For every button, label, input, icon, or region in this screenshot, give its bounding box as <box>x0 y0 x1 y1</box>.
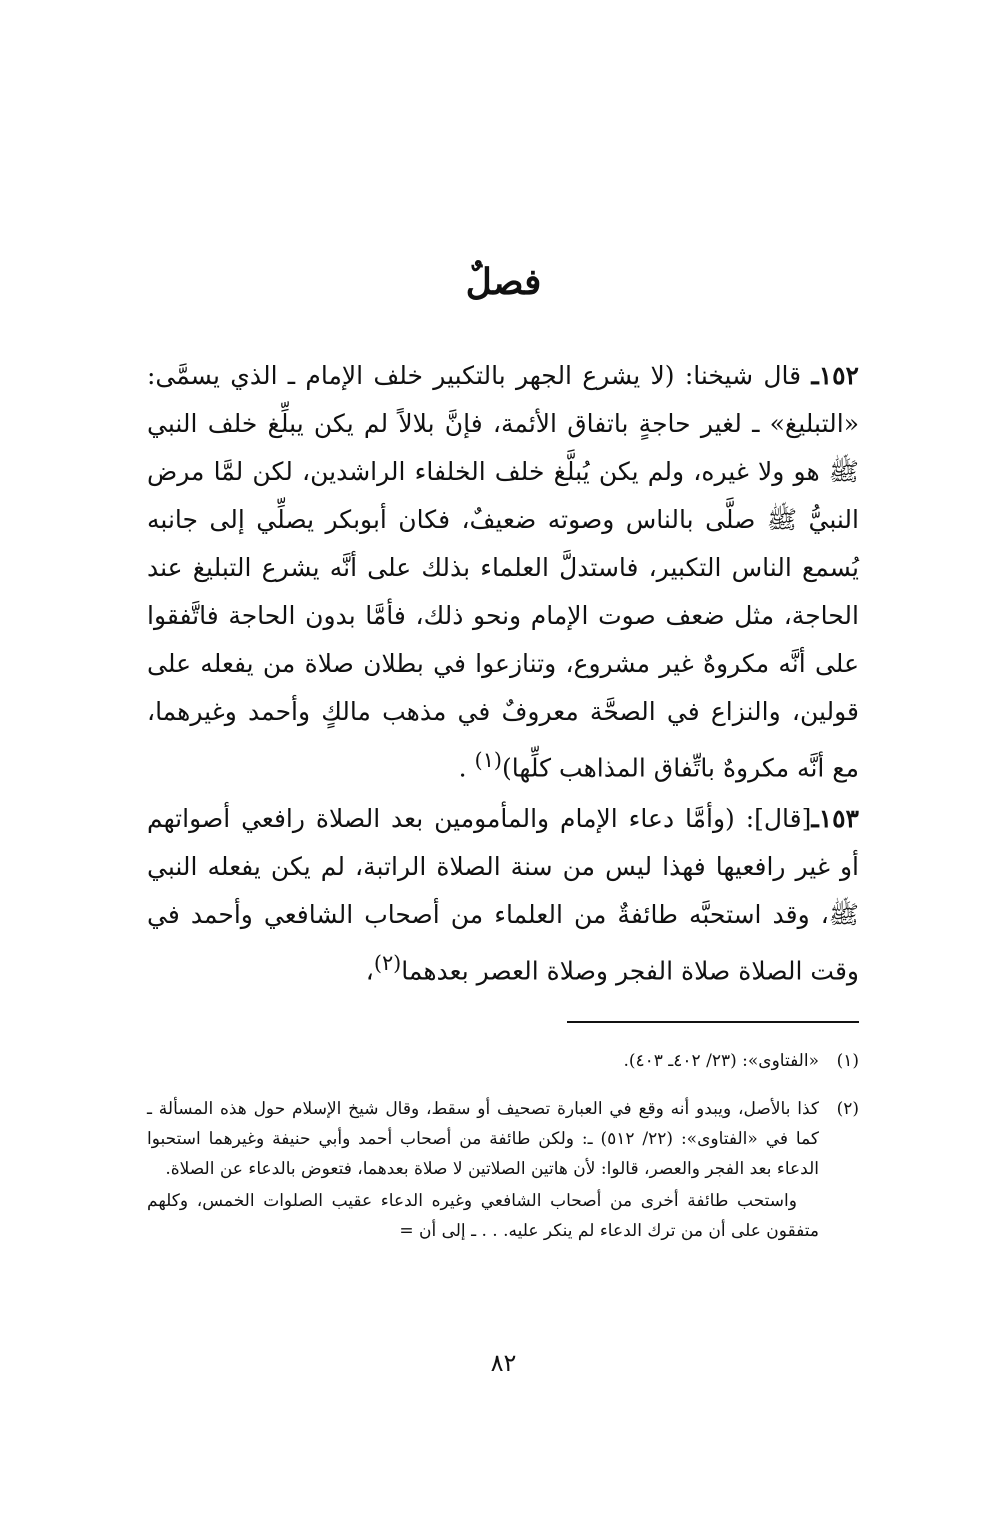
paragraph-text: [قال]: (وأمَّا دعاء الإمام والمأمومين بعد الصلاة رافعي أصواتهم أو غير رافعيها فهذا ليس من سنة الصلاة الراتبة، لم يكن يفعله النبي ﷺ، وقد استحبَّه طائفةٌ من العلماء من أصحاب الشافعي وأحمد في وقت الصلاة صلاة الفجر وصلاة العصر بعدهما <box>147 804 859 986</box>
paragraph-tail: . <box>458 753 475 783</box>
paragraph-number: ١٥٣ـ <box>811 804 859 833</box>
paragraph-text: قال شيخنا: (لا يشرع الجهر بالتكبير خلف الإمام ـ الذي يسمَّى: «التبليغ» ـ لغير حاجةٍ باتفاق الأئمة، فإنَّ بلالاً لم يكن يبلِّغ خلف النبي ﷺ هو ولا غيره، ولم يكن يُبلَّغ خلف الخلفاء الراشدين، لكن لمَّا مرض النبيُّ ﷺ صلَّى بالناس وصوته ضعيفٌ، فكان أبوبكر يصلِّي إلى جانبه يُسمع الناس التكبير، فاستدلَّ العلماء بذلك على أنَّه يشرع التبليغ عند الحاجة، مثل ضعف صوت الإمام ونحو ذلك، فأمَّا بدون الحاجة فاتَّفقوا على أنَّه مكروهٌ غير مشروع، وتنازعوا في بطلان صلاة من يفعله على قولين، والنزاع في الصحَّة معروفٌ في مذهب مالكٍ وأحمد وغيرهما، مع أنَّه مكروهٌ باتِّفاق المذاهب كلِّها) <box>147 361 859 783</box>
paragraph-number: ١٥٢ـ <box>811 361 859 390</box>
page-number: ٨٢ <box>490 1349 517 1377</box>
footnote-1 <box>147 1046 859 1076</box>
paragraph-152 <box>147 352 859 792</box>
footnote-2 <box>147 1094 859 1246</box>
footnote-text: كذا بالأصل، ويبدو أنه وقع في العبارة تصحيف أو سقط، وقال شيخ الإسلام حول هذه المسألة ـ كما في «الفتاوى»: (٢٢/ ٥١٢) ـ: ولكن طائفة من أصحاب أحمد وأبي حنيفة وغيرهما استحبوا الدعاء بعد الفجر والعصر، قالوا: لأن هاتين الصلاتين لا صلاة بعدهما، فتعوض بالدعاء عن الصلاة. <box>147 1099 819 1179</box>
footnote-continuation: واستحب طائفة أخرى من أصحاب الشافعي وغيره الدعاء عقيب الصلوات الخمس، وكلهم متفقون على أن من ترك الدعاء لم ينكر عليه. . . ـ إلى أن = <box>147 1191 819 1241</box>
footnote-body <box>147 1094 819 1246</box>
footnote-text: «الفتاوى»: (٢٣/ ٤٠٢ـ ٤٠٣). <box>623 1051 819 1071</box>
section-heading: فصلٌ <box>465 261 542 303</box>
footnote-reference[interactable]: (١) <box>474 748 503 772</box>
footnote-number: (٢) <box>836 1099 859 1119</box>
paragraph-153 <box>147 795 859 995</box>
paragraph-tail: ، <box>365 956 374 986</box>
footnote-divider <box>567 1021 859 1023</box>
footnote-number: (١) <box>836 1051 859 1071</box>
footnote-reference[interactable]: (٢) <box>373 951 402 975</box>
